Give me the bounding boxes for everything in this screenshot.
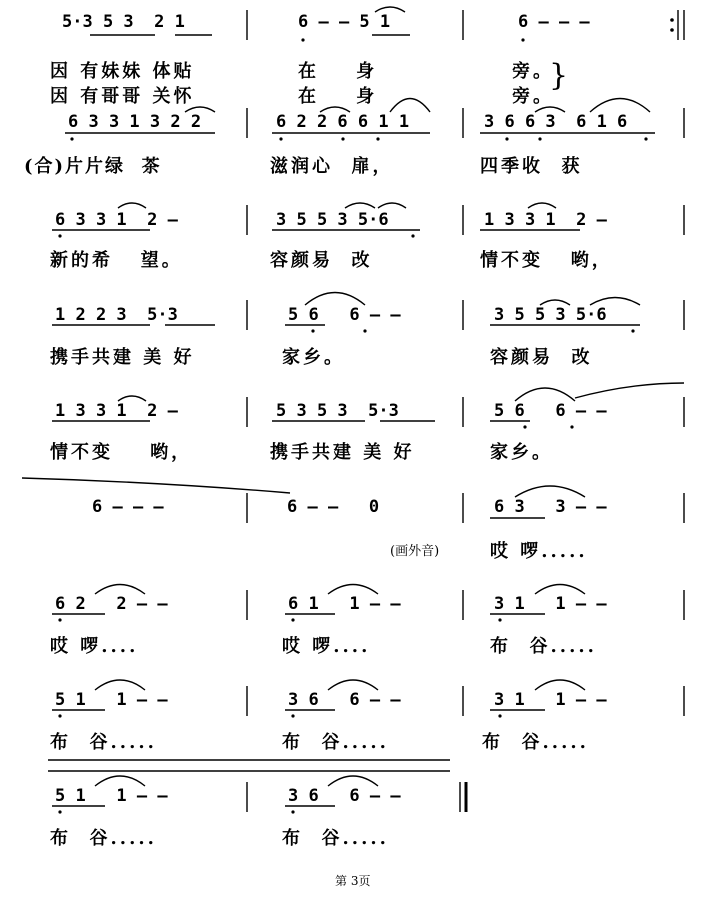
slur <box>515 486 585 497</box>
measure-notation: 6 — — 5 1 <box>298 12 391 32</box>
lyric-line: 家乡。 <box>490 442 553 463</box>
octave-dot <box>279 137 282 140</box>
repeat-dot <box>670 18 674 22</box>
lyric-line: 布 谷..... <box>490 636 597 657</box>
barline <box>247 590 684 620</box>
verse-brace: } <box>549 58 569 93</box>
barline <box>247 782 460 812</box>
measure-notation: 6 — — — <box>92 497 164 517</box>
lyric-line: 布 谷..... <box>282 828 389 849</box>
octave-dot <box>311 329 314 332</box>
measure-notation: 3 6 6 — — <box>288 690 401 710</box>
measure-notation: 5 6 6 — — <box>288 305 401 325</box>
repeat-dot <box>670 28 674 32</box>
measure-notation: 3 6 6 3 6 1 6 <box>484 112 628 132</box>
octave-dot <box>521 38 524 41</box>
measure-notation: 1 3 3 1 2 — <box>484 210 607 230</box>
tie-line <box>48 760 450 771</box>
measure-notation: 3 6 6 — — <box>288 786 401 806</box>
octave-dot <box>291 618 294 621</box>
lyric-line: 哎 啰.... <box>50 636 139 657</box>
slur <box>95 776 378 786</box>
slur <box>118 396 146 401</box>
final-repeat-barline <box>678 10 684 40</box>
octave-dot <box>58 618 61 621</box>
lyric-line: 旁。 <box>512 61 554 82</box>
octave-dot <box>70 137 73 140</box>
slur <box>375 7 405 12</box>
lyric-line: 在 身 <box>298 86 378 107</box>
octave-dot <box>523 425 526 428</box>
slur <box>22 478 290 493</box>
annotation-offscreen-voice: (画外音) <box>390 544 440 559</box>
measure-notation: 3 1 1 — — <box>494 690 607 710</box>
octave-dot <box>498 618 501 621</box>
lyric-line: 因 有妹妹 体贴 <box>50 61 195 82</box>
measure-notation: 5 1 1 — — <box>55 786 168 806</box>
lyric-line: 携手共建 美 好 <box>270 442 415 463</box>
measure-notation: 6 3 3 1 2 — <box>55 210 178 230</box>
octave-dot <box>58 810 61 813</box>
measure-notation: 5 6 6 — — <box>494 401 607 421</box>
lyric-line: 容颜易 改 <box>490 347 593 368</box>
lyric-line: 新的希 望。 <box>50 250 183 271</box>
barline <box>247 397 684 427</box>
measure-notation: 5 3 5 3 5·3 <box>276 401 399 421</box>
octave-dot <box>363 329 366 332</box>
measure-notation: 6 — — — <box>518 12 590 32</box>
barline <box>247 10 463 40</box>
measure-notation: 3 5 5 3 5·6 <box>494 305 607 325</box>
octave-dot <box>341 137 344 140</box>
octave-dot <box>301 38 304 41</box>
lyric-line: 情不变 哟， <box>480 250 613 271</box>
measure-notation: 5·3 5 3 2 1 <box>62 12 185 32</box>
slur <box>305 293 640 306</box>
lyric-line: 旁。 <box>512 86 554 107</box>
octave-dot <box>538 137 541 140</box>
lyric-line: 布 谷..... <box>282 732 389 753</box>
measure-notation: 6 — — 0 <box>287 497 380 517</box>
lyric-line: 布 谷..... <box>50 828 157 849</box>
lyric-line: 哎 啰..... <box>490 541 588 562</box>
lyric-line: 容颜易 改 <box>270 250 373 271</box>
lyric-line: 情不变 哟， <box>50 442 193 463</box>
page-number: 第 3页 <box>335 874 371 888</box>
measure-notation: 6 3 3 — — <box>494 497 607 517</box>
measure-notation: 1 2 2 3 5·3 <box>55 305 178 325</box>
octave-dot <box>411 234 414 237</box>
lyric-line: 家乡。 <box>282 347 345 368</box>
measure-notation: 6 2 2 — — <box>55 594 168 614</box>
octave-dot <box>498 714 501 717</box>
lyric-line: 哎 啰.... <box>282 636 371 657</box>
measure-notation: 6 2 2 6 6 1 1 <box>276 112 410 132</box>
measure-notation: 6 1 1 — — <box>288 594 401 614</box>
slur <box>118 203 556 208</box>
measure-notation: 3 5 5 3 5·6 <box>276 210 389 230</box>
octave-dot <box>376 137 379 140</box>
octave-dot <box>58 234 61 237</box>
octave-dot <box>291 810 294 813</box>
lyric-line: 在 身 <box>298 61 378 82</box>
barline <box>247 686 684 716</box>
lyric-line: 四季收 获 <box>480 156 583 177</box>
lyric-line: 布 谷..... <box>482 732 589 753</box>
octave-dot <box>505 137 508 140</box>
lyric-line: 因 有哥哥 关怀 <box>50 86 195 107</box>
measure-notation: 5 1 1 — — <box>55 690 168 710</box>
lyric-line: 滋润心 扉， <box>270 156 394 177</box>
slur <box>95 680 585 690</box>
octave-dot <box>58 714 61 717</box>
lyric-line: (合)片片绿 茶 <box>24 156 162 177</box>
slur <box>95 585 585 595</box>
octave-dot <box>631 329 634 332</box>
measure-notation: 6 3 3 1 3 2 2 <box>68 112 202 132</box>
octave-dot <box>570 425 573 428</box>
measure-notation: 1 3 3 1 2 — <box>55 401 178 421</box>
octave-dot <box>291 714 294 717</box>
measure-notation: 3 1 1 — — <box>494 594 607 614</box>
barline <box>247 493 684 523</box>
octave-dot <box>644 137 647 140</box>
slur <box>535 99 650 113</box>
lyric-line: 布 谷..... <box>50 732 157 753</box>
slur <box>515 383 684 401</box>
slur <box>185 99 430 113</box>
lyric-line: 携手共建 美 好 <box>50 347 195 368</box>
